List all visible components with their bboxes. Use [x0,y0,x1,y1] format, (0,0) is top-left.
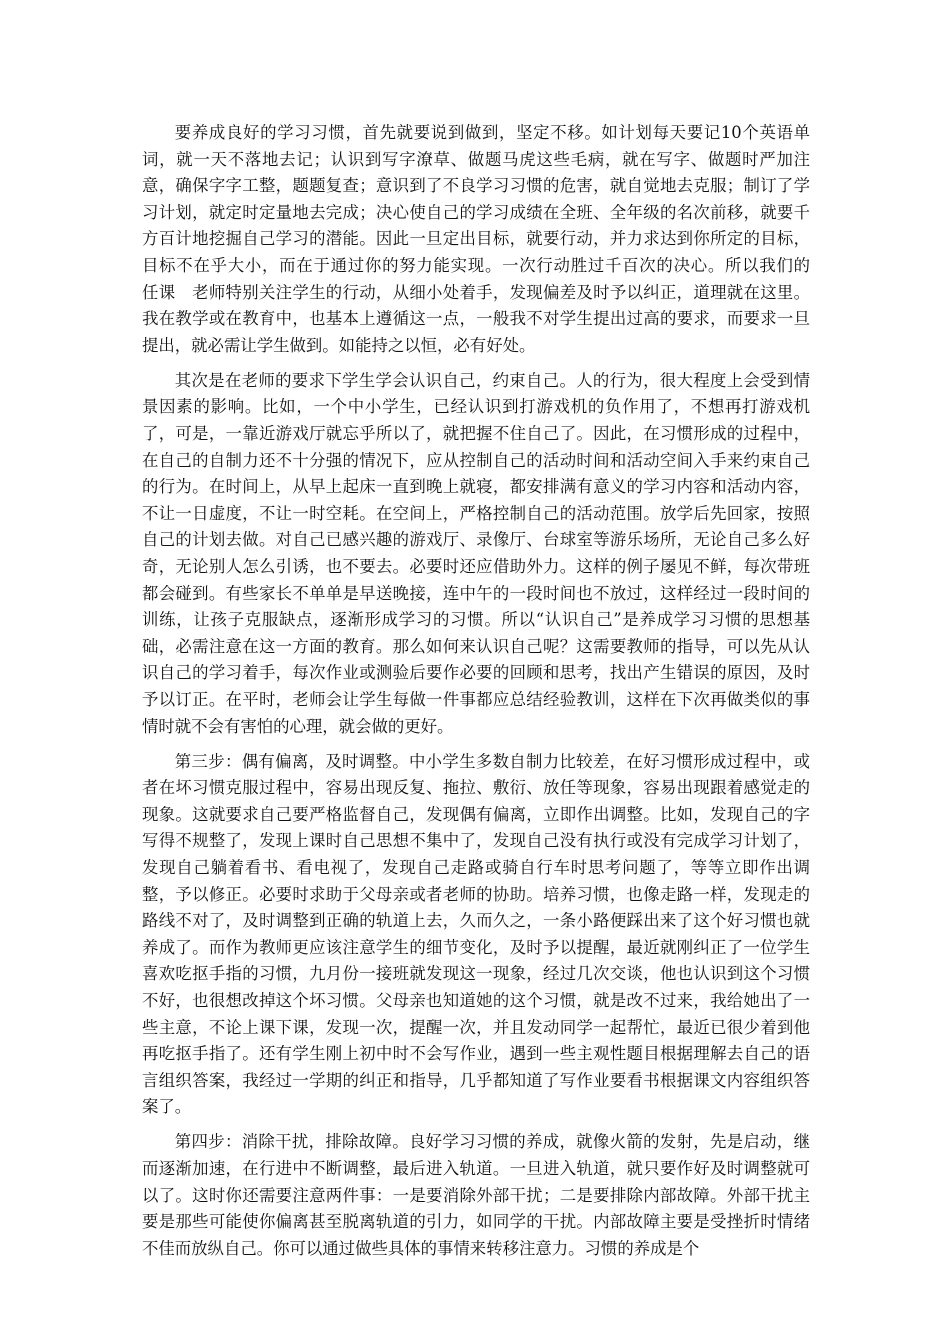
paragraph-3: 第三步：偶有偏离，及时调整。中小学生多数自制力比较差，在好习惯形成过程中，或者在坏习惯克服过程中，容易出现反复、拖拉、敷衍、放任等现象，容易出现跟着感觉走的现象。这就要求自己要严格监督自己，发现偶有偏离，立即作出调整。比如，发现自己的字写得不规整了，发现上课时自己思想不集中了，发现自己没有执行或没有完成学习计划了，发现自己躺着看书、看电视了，发现自己走路或骑自行车时思考问题了，等等立即作出调整，予以修正。必要时求助于父母亲或者老师的协助。培养习惯，也像走路一样，发现走的路线不对了，及时调整到正确的轨道上去，久而久之，一条小路便踩出来了这个好习惯也就养成了。而作为教师更应该注意学生的细节变化，及时予以提醒，最近就刚纠正了一位学生喜欢吃抠手指的习惯，九月份一接班就发现这一现象，经过几次交谈，他也认识到这个习惯不好，也很想改掉这个坏习惯。父母亲也知道她的这个习惯，就是改不过来，我给她出了一些主意，不论上课下课，发现一次，提醒一次，并且发动同学一起帮忙，最近已很少着到他再吃抠手指了。还有学生刚上初中时不会写作业，遇到一些主观性题目根据理解去自己的语言组织答案，我经过一学期的纠正和指导，几乎都知道了写作业要看书根据课文内容组织答案了。 [142,751,810,1117]
paragraph-4: 第四步：消除干扰，排除故障。良好学习习惯的养成，就像火箭的发射，先是启动，继而逐渐加速，在行进中不断调整，最后进入轨道。一旦进入轨道，就只要作好及时调整就可以了。这时你还需要注意两件事：一是要消除外部干扰；二是要排除内部故障。外部干扰主要是那些可能使你偏离甚至脱离轨道的引力，如同学的干扰。内部故障主要是受挫折时情绪不佳而放纵自己。你可以通过做些具体的事情来转移注意力。习惯的养成是个 [142,1132,810,1258]
paragraph-1: 要养成良好的学习习惯，首先就要说到做到，坚定不移。如计划每天要记10个英语单词，就一天不落地去记；认识到写字潦草、做题马虎这些毛病，就在写字、做题时严加注意，确保字字工整，题题复查；意识到了不良学习习惯的危害，就自觉地去克服；制订了学习计划，就定时定量地去完成；决心使自己的学习成绩在全班、全年级的名次前移，就要千方百计地挖掘自己学习的潜能。因此一旦定出目标，就要行动，并力求达到你所定的目标，目标不在乎大小，而在于通过你的努力能实现。一次行动胜过千百次的决心。所以我们的 任课 老师特别关注学生的行动，从细小处着手，发现偏差及时予以纠正，道理就在这里。我在教学或在教育中，也基本上遵循这一点，一般我不对学生提出过高的要求，而要求一旦提出，就必需让学生做到。如能持之以恒，必有好处。 [142,123,827,355]
document-page [142,120,827,1271]
paragraph-2: 其次是在老师的要求下学生学会认识自己，约束自己。人的行为，很大程度上会受到情景因素的影响。比如，一个中小学生，已经认识到打游戏机的负作用了，不想再打游戏机了，可是，一靠近游戏厅就忘乎所以了，就把握不住自己了。因此，在习惯形成的过程中，在自己的自制力还不十分强的情况下，应从控制自己的活动时间和活动空间入手来约束自己的行为。在时间上，从早上起床一直到晚上就寝，都安排满有意义的学习内容和活动内容，不让一日虚度，不让一时空耗。在空间上，严格控制自己的活动范围。放学后先回家，按照自己的计划去做。对自己已感兴趣的游戏厅、录像厅、台球室等游乐场所，无论自己多么好奇，无论别人怎么引诱，也不要去。必要时还应借助外力。这样的例子屡见不鲜，每次带班都会碰到。有些家长不单单是早送晚接，连中午的一段时间也不放过，这样经过一段时间的训练，让孩子克服缺点，逐渐形成学习的习惯。所以“认识自己”是养成学习习惯的思想基础，必需注意在这一方面的教育。那么如何来认识自己呢？这需要教师的指导，可以先从认识自己的学习着手，每次作业或测验后要作必要的回顾和思考，找出产生错误的原因，及时予以订正。在平时，老师会让学生每做一件事都应总结经验教训，这样在下次再做类似的事情时就不会有害怕的心理，就会做的更好。 [142,370,810,736]
